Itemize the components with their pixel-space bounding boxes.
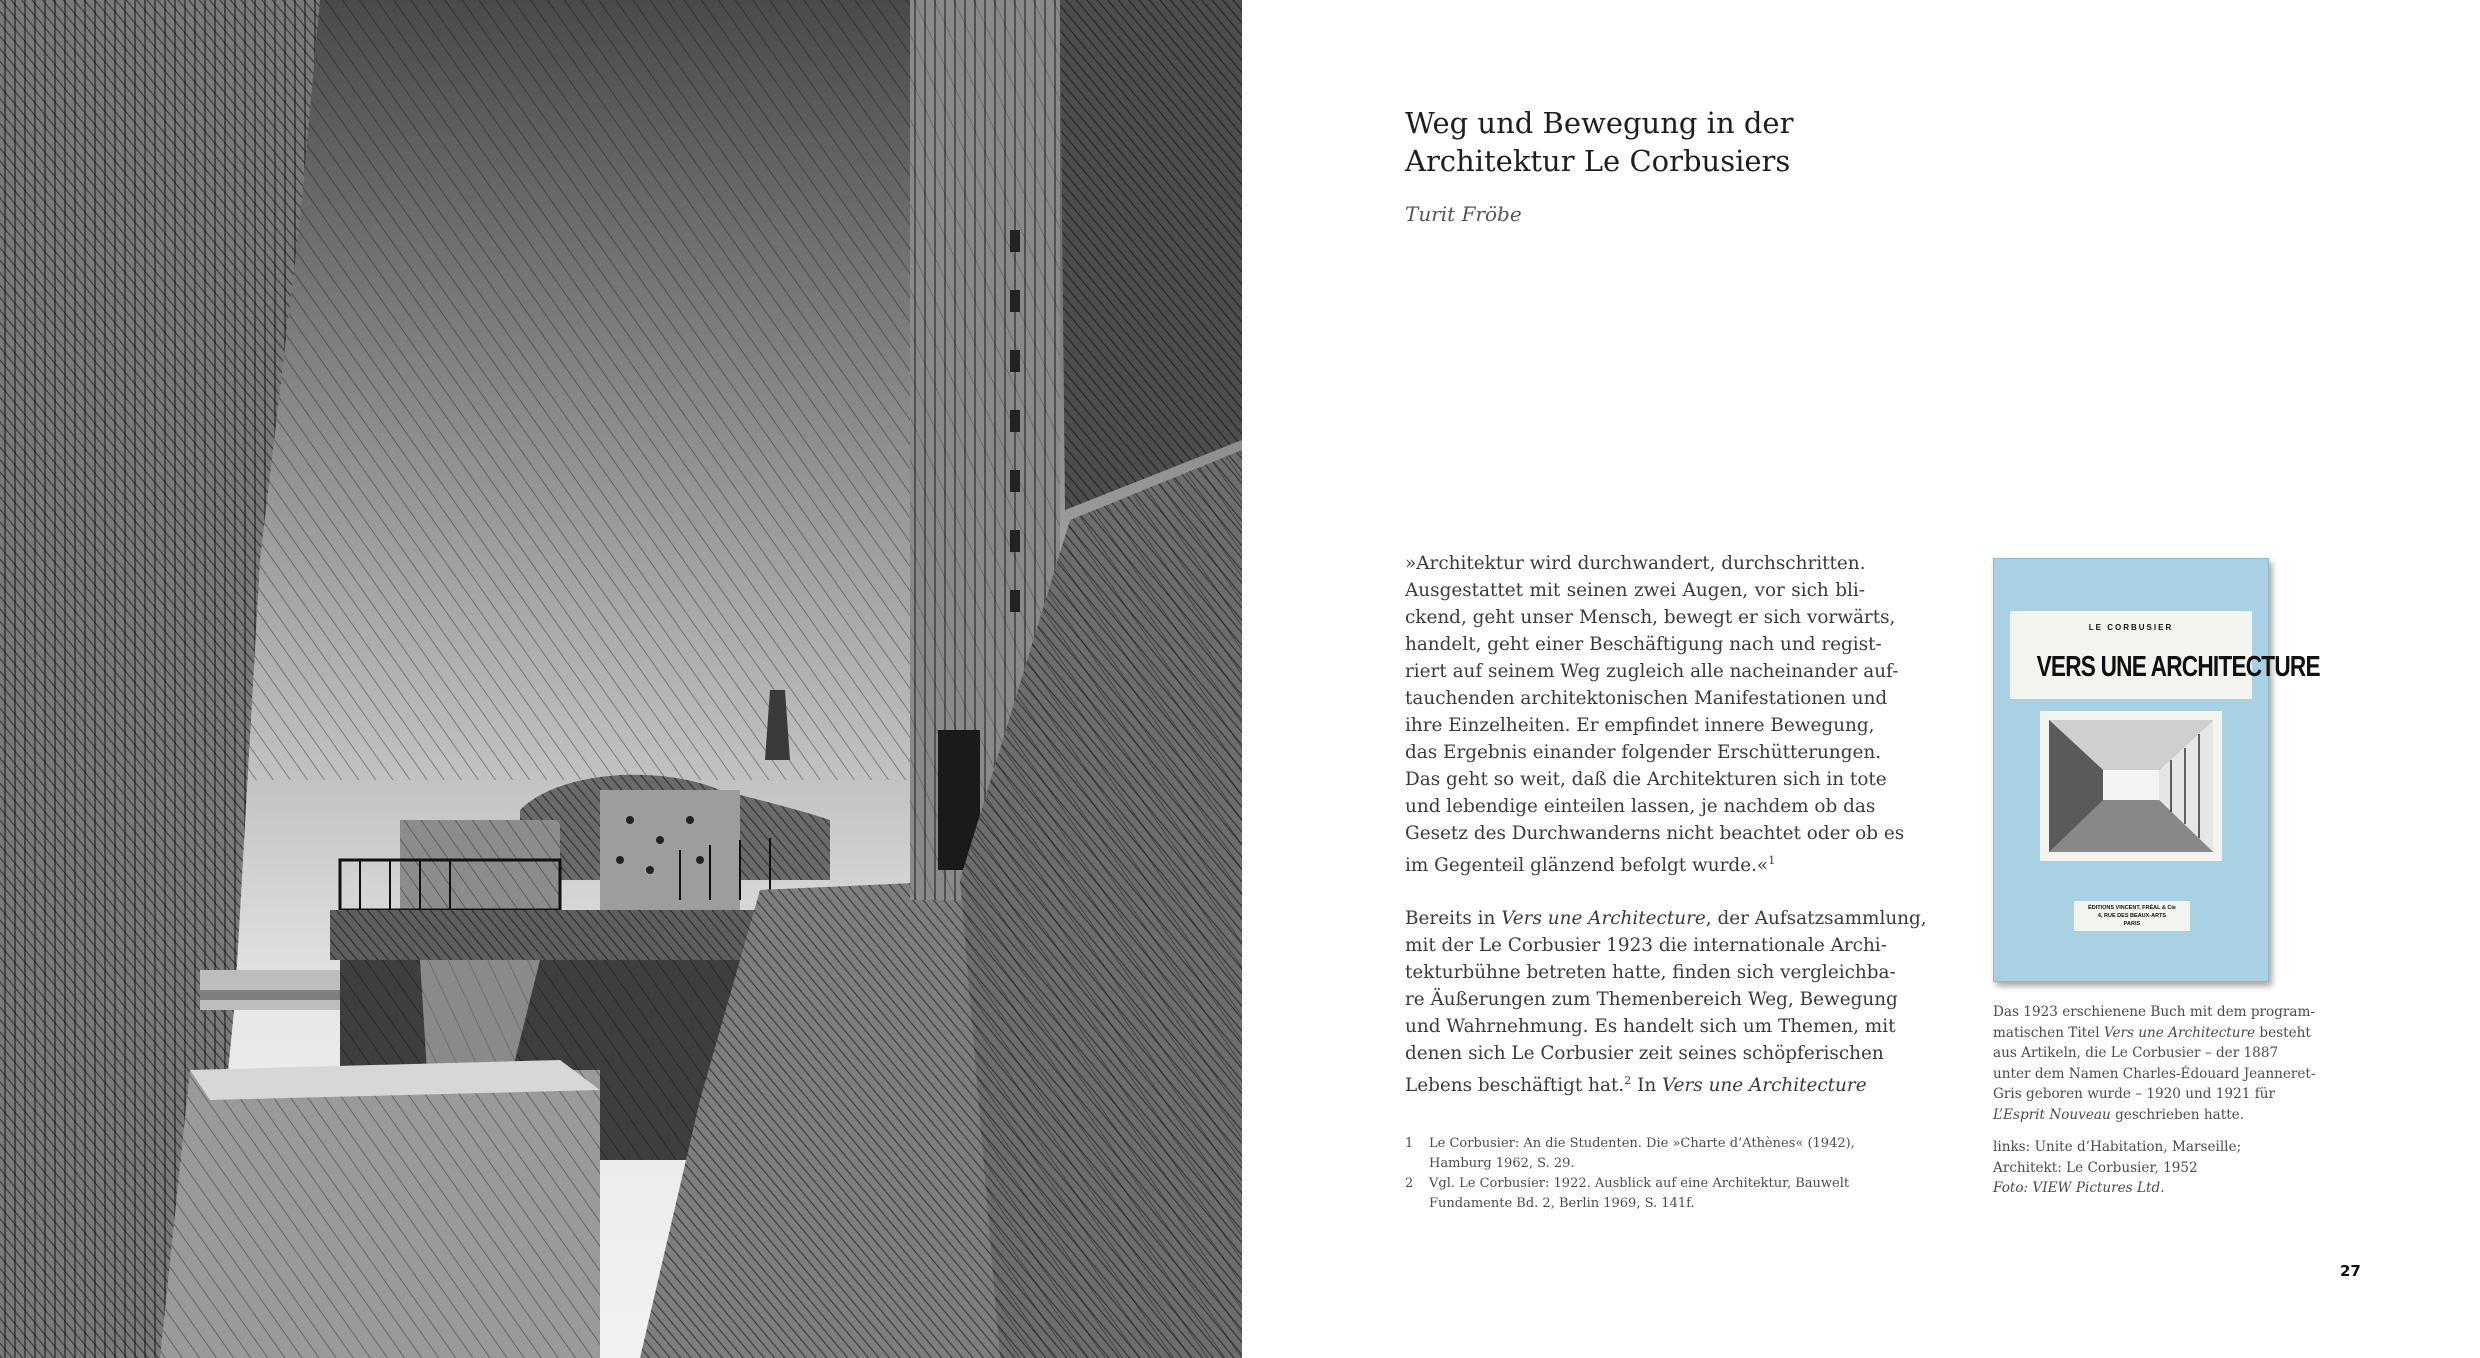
text-line: und Wahrnehmung. Es handelt sich um Themen, mit: [1405, 1016, 1896, 1038]
publisher-line: ÉDITIONS VINCENT, FRÉAL & Cie: [2088, 905, 2176, 911]
footnotes: [1405, 1134, 1865, 1214]
book-cover-photo: [2040, 711, 2222, 861]
book-cover-image: [1993, 558, 2320, 982]
article-title: [1405, 104, 1965, 180]
caption-line: besteht: [2255, 1024, 2311, 1041]
caption-line: matischen Titel: [1993, 1024, 2104, 1041]
text-line: Ausgestattet mit seinen zwei Augen, vor sich bli-: [1405, 580, 1865, 601]
text-line: [1405, 905, 1927, 932]
footnote-number: 1: [1405, 1136, 1414, 1151]
footnote-number: 2: [1405, 1176, 1414, 1191]
text-fragment: , der Aufsatzsammlung,: [1705, 908, 1927, 930]
text-line: ckend, geht unser Mensch, bewegt er sich vorwärts,: [1405, 607, 1896, 628]
text-line: Gesetz des Durchwanderns nicht beachtet oder ob es: [1405, 823, 1905, 844]
caption-italic: Vers une Architecture: [2103, 1024, 2256, 1041]
book-cover-title-band: [2010, 611, 2320, 699]
article-author: Turit Fröbe: [1405, 202, 1522, 226]
body-paragraph: [1405, 905, 1927, 1099]
text-line: tauchenden architektonischen Manifestationen und: [1405, 688, 1888, 709]
caption-line: Gris geboren wurde – 1920 und 1921 für: [1993, 1086, 2275, 1102]
footnote-text-line: Le Corbusier: An die Studenten. Die »Charte d’Athènes« (1942),: [1429, 1136, 1855, 1151]
book-title-italic: Vers une Architecture: [1662, 1075, 1867, 1097]
caption-book: [1993, 1002, 2343, 1125]
text-line: tekturbühne betreten hatte, finden sich vergleichba-: [1405, 962, 1896, 984]
text-line: riert auf seinem Weg zugleich alle nacheinander auf-: [1405, 661, 1899, 682]
text-line: handelt, geht einer Beschäftigung nach und regist-: [1405, 634, 1882, 655]
image-caption: [1993, 1002, 2343, 1199]
text-fragment: Lebens beschäftigt hat.: [1405, 1075, 1625, 1097]
title-line-2: Architektur Le Corbusiers: [1405, 144, 1791, 178]
body-text: [1405, 550, 1927, 1099]
caption-line: Architekt: Le Corbusier, 1952: [1993, 1159, 2198, 1176]
footnote-text-line: Fundamente Bd. 2, Berlin 1969, S. 141f.: [1429, 1196, 1695, 1211]
footnote-text-line: Vgl. Le Corbusier: 1922. Ausblick auf eine Architektur, Bauwelt: [1429, 1176, 1850, 1191]
text-line: [1405, 1067, 1865, 1099]
caption-italic: L’Esprit Nouveau: [1993, 1106, 2111, 1123]
book-cover-author: LE CORBUSIER: [2088, 623, 2174, 632]
caption-line: links: Unite d’Habitation, Marseille;: [1993, 1139, 2242, 1155]
footnote-ref-2[interactable]: 2: [1624, 1074, 1632, 1088]
book-cover-publisher: [2074, 901, 2190, 931]
caption-line: Das 1923 erschienene Buch mit dem program-: [1993, 1004, 2316, 1020]
text-line-content: im Gegenteil glänzend befolgt wurde.«: [1405, 855, 1769, 877]
text-line: Das geht so weit, daß die Architekturen sich in tote: [1405, 769, 1887, 790]
title-line-1: Weg und Bewegung in der: [1405, 106, 1794, 140]
text-fragment: Bereits in: [1405, 908, 1502, 930]
publisher-line: PARIS: [2123, 921, 2141, 927]
footnote-text-line: Hamburg 1962, S. 29.: [1429, 1156, 1575, 1171]
text-line: re Äußerungen zum Themenbereich Weg, Bewegung: [1405, 989, 1898, 1011]
footnote-item: [1405, 1174, 1865, 1214]
text-line: ihre Einzelheiten. Er empfindet innere Bewegung,: [1405, 715, 1875, 736]
caption-photo-credit: [1993, 1137, 2343, 1199]
footnote-ref-1[interactable]: 1: [1768, 854, 1776, 867]
page-number: 27: [2340, 1262, 2361, 1280]
quote-paragraph: [1405, 550, 1905, 879]
footnote-item: [1405, 1134, 1865, 1174]
text-line: und lebendige einteilen lassen, je nachdem ob das: [1405, 796, 1876, 817]
caption-line: geschrieben hatte.: [2110, 1106, 2245, 1123]
publisher-line: 4, RUE DES BEAUX-ARTS: [2097, 913, 2167, 919]
photo-credit: Foto: VIEW Pictures Ltd.: [1993, 1180, 2165, 1196]
corridor-photo: [2049, 720, 2213, 852]
text-line: mit der Le Corbusier 1923 die internationale Archi-: [1405, 935, 1887, 957]
text-line: »Architektur wird durchwandert, durchschritten.: [1405, 553, 1866, 574]
text-fragment: In: [1631, 1075, 1663, 1097]
caption-line: aus Artikeln, die Le Corbusier – der 1887: [1993, 1045, 2279, 1061]
text-line: denen sich Le Corbusier zeit seines schöpferischen: [1405, 1043, 1884, 1065]
text-line-last: [1405, 847, 1865, 879]
book-cover-title: VERS UNE ARCHITECTURE: [2036, 651, 2320, 683]
book-title-italic: Vers une Architecture: [1501, 908, 1706, 930]
text-line: das Ergebnis einander folgender Erschütterungen.: [1405, 742, 1882, 763]
caption-line: unter dem Namen Charles-Édouard Jeanneret-: [1993, 1065, 2316, 1082]
